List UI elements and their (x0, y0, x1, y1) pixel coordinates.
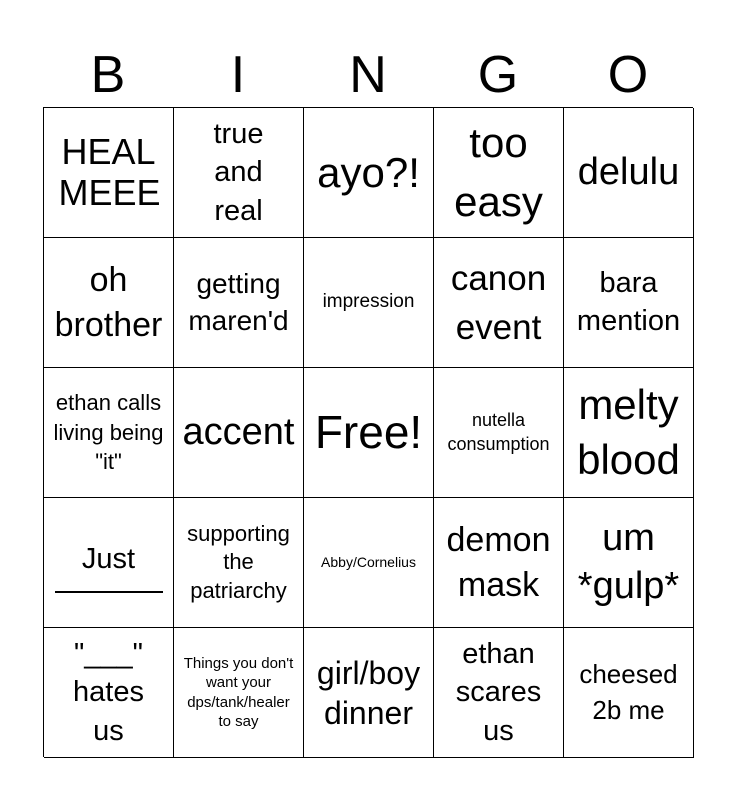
header-letter-i: I (230, 46, 246, 104)
bingo-cell[interactable] (174, 108, 304, 238)
cell-text: too easy (454, 118, 543, 225)
bingo-cell[interactable] (304, 628, 434, 758)
header-letter-g: G (477, 46, 519, 104)
cell-text: um *gulp* (577, 517, 680, 607)
bingo-cell[interactable] (564, 108, 694, 238)
bingo-cell[interactable] (44, 628, 174, 758)
cell-text: demon mask (446, 521, 551, 604)
cell-text: canon event (450, 258, 547, 347)
cell-text: ethan calls living being "it" (53, 389, 164, 475)
bingo-cell[interactable] (434, 108, 564, 238)
bingo-cell[interactable] (564, 628, 694, 758)
header-letter-n: N (349, 46, 387, 104)
bingo-cell[interactable] (304, 498, 434, 628)
cell-text: Things you don't want your dps/tank/healer to say (183, 654, 294, 730)
cell-text: girl/boy dinner (316, 654, 421, 731)
cell-text: supporting the patriarchy (187, 520, 290, 603)
bingo-cell[interactable] (304, 108, 434, 238)
bingo-cell[interactable] (174, 238, 304, 368)
header-letter-b: B (90, 46, 126, 104)
cell-text: delulu (577, 151, 680, 194)
cell-text: ethan scares us (455, 637, 542, 747)
cell-text: ayo?! (317, 148, 420, 196)
bingo-cell[interactable] (174, 498, 304, 628)
blank-line (55, 590, 163, 593)
bingo-cell[interactable] (434, 628, 564, 758)
bingo-board (43, 107, 693, 757)
cell-text: getting maren'd (188, 268, 289, 336)
bingo-cell[interactable] (564, 238, 694, 368)
cell-text: Just (81, 542, 136, 575)
bingo-cell[interactable] (564, 368, 694, 498)
cell-text: true and real (213, 117, 264, 227)
bingo-cell[interactable] (434, 238, 564, 368)
bingo-cell[interactable] (304, 238, 434, 368)
cell-text: Free! (314, 406, 423, 459)
cell-text: bara mention (576, 266, 681, 337)
bingo-cell[interactable] (564, 498, 694, 628)
bingo-cell[interactable] (304, 368, 434, 498)
bingo-cell[interactable] (434, 368, 564, 498)
bingo-header (43, 44, 693, 106)
cell-text: HEAL MEEE (58, 131, 161, 213)
cell-text: "___" hates us (73, 637, 144, 747)
cell-text: Abby/Cornelius (321, 554, 416, 571)
cell-text: melty blood (577, 380, 680, 483)
cell-text: impression (322, 291, 415, 313)
bingo-cell[interactable] (44, 108, 174, 238)
cell-text: nutella consumption (447, 410, 550, 454)
bingo-cell[interactable] (44, 498, 174, 628)
cell-text: cheesed 2b me (579, 659, 678, 725)
bingo-cell[interactable] (44, 368, 174, 498)
bingo-cell[interactable] (434, 498, 564, 628)
cell-text: oh brother (54, 261, 163, 344)
bingo-cell[interactable] (44, 238, 174, 368)
bingo-cell[interactable] (174, 368, 304, 498)
bingo-cell[interactable] (174, 628, 304, 758)
header-letter-o: O (607, 46, 649, 104)
cell-text: accent (182, 411, 295, 454)
